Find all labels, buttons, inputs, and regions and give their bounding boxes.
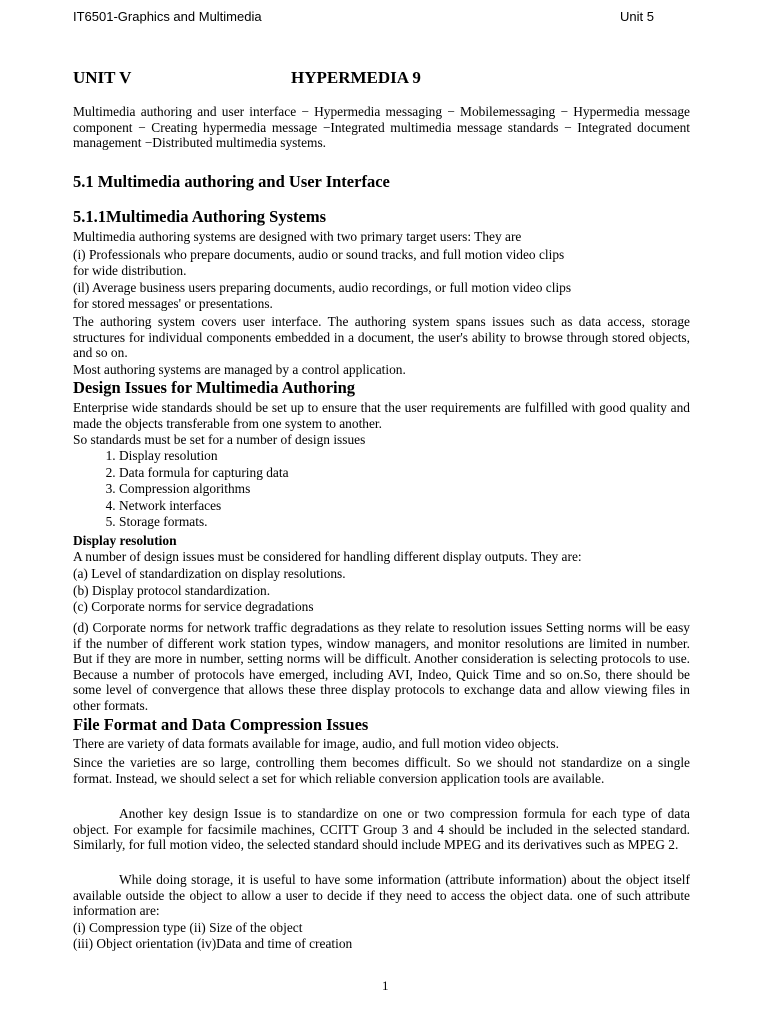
page-number: 1: [382, 978, 389, 993]
paragraph-display-d: (d) Corporate norms for network traffic degradations as they relate to resolution issues Setting norms will be easy if the number of different work station types, window managers, and monitor resolutions are limited in number. But if they are more in number, setting norms will be difficult. Another consideration is selecting protocols to use. Because a number of protocols have emerged, including AVI, Indeo, Quick Time and so on.So, there should be some level of convergence that allows these three display protocols to exchange data and allow viewing files in other formats.: [73, 620, 690, 713]
unit-heading: [73, 70, 690, 86]
list-item: 1. Display resolution: [119, 448, 690, 465]
paragraph-authoring-system: The authoring system covers user interface. The authoring system spans issues such as data access, storage structures for individual components embedded in a document, the user's ability to browse through stored objects, and so on.: [73, 314, 690, 361]
users-i-line-1: (i) Professionals who prepare documents, audio or sound tracks, and full motion video clips: [73, 247, 565, 262]
paragraph-control-application: Most authoring systems are managed by a control application.: [73, 362, 406, 377]
paragraph-since: Since the varieties are so large, controlling them becomes difficult. So we should not standardize on a single format. Instead, we should select a set for which reliable conversion application tools are available.: [73, 755, 690, 786]
display-item-c: (c) Corporate norms for service degradations: [73, 599, 314, 614]
unit-label: UNIT V: [73, 68, 132, 87]
design-issues-list: [73, 448, 690, 531]
display-item-b: (b) Display protocol standardization.: [73, 583, 271, 598]
unit-title: HYPERMEDIA 9: [291, 68, 421, 87]
list-item: 3. Compression algorithms: [119, 481, 690, 498]
running-header-course: IT6501-Graphics and Multimedia: [73, 9, 262, 24]
list-item: 4. Network interfaces: [119, 498, 690, 515]
display-item-a: (a) Level of standardization on display resolutions.: [73, 566, 346, 581]
paragraph-enterprise-standards: Enterprise wide standards should be set up to ensure that the user requirements are fulfilled with good quality and made the objects transferable from one system to another.: [73, 400, 690, 431]
design-issues-heading: Design Issues for Multimedia Authoring: [73, 378, 356, 397]
design-issues-list-wrapper: [73, 448, 690, 531]
list-item: 5. Storage formats.: [119, 514, 690, 531]
running-header-unit: Unit 5: [620, 9, 654, 24]
paragraph-while-storage: While doing storage, it is useful to have some information (attribute information) about the object itself available outside the object to allow a user to decide if they need to access the object data. one of such attribute information are:: [73, 872, 690, 919]
users-i-line-2: for wide distribution.: [73, 262, 187, 278]
paragraph-standards: So standards must be set for a number of design issues: [73, 432, 366, 447]
attribute-line-1: (i) Compression type (ii) Size of the object: [73, 920, 303, 935]
list-item: 2. Data formula for capturing data: [119, 465, 690, 482]
paragraph-users-ii: [73, 280, 690, 311]
section-5-1-1-heading: 5.1.1Multimedia Authoring Systems: [73, 207, 327, 226]
paragraph-users-i: [73, 247, 690, 278]
attribute-line-2: (iii) Object orientation (iv)Data and time of creation: [73, 936, 353, 951]
paragraph-another-key-issue: Another key design Issue is to standardize on one or two compression formula for each type of data object. For example for facsimile machines, CCITT Group 3 and 4 should be included in the selected standard. Similarly, for full motion video, the selected standard should include MPEG and its derivatives such as MPEG 2.: [73, 806, 690, 853]
file-format-heading: File Format and Data Compression Issues: [73, 715, 369, 734]
display-resolution-heading: Display resolution: [73, 533, 177, 548]
users-ii-line-1: (il) Average business users preparing documents, audio recordings, or full motion video clips: [73, 280, 572, 295]
section-5-1-heading: 5.1 Multimedia authoring and User Interface: [73, 172, 390, 191]
paragraph-display-intro: A number of design issues must be considered for handling different display outputs. They are:: [73, 549, 582, 564]
users-ii-line-2: for stored messages' or presentations.: [73, 295, 273, 311]
paragraph-target-users: Multimedia authoring systems are designed with two primary target users: They are: [73, 229, 522, 244]
unit-intro: Multimedia authoring and user interface − Hypermedia messaging − Mobilemessaging − Hypermedia message component − Creating hypermedia message −Integrated multimedia message standards − Integrated document management −Distributed multimedia systems.: [73, 104, 690, 151]
paragraph-variety: There are variety of data formats available for image, audio, and full motion video objects.: [73, 736, 559, 751]
